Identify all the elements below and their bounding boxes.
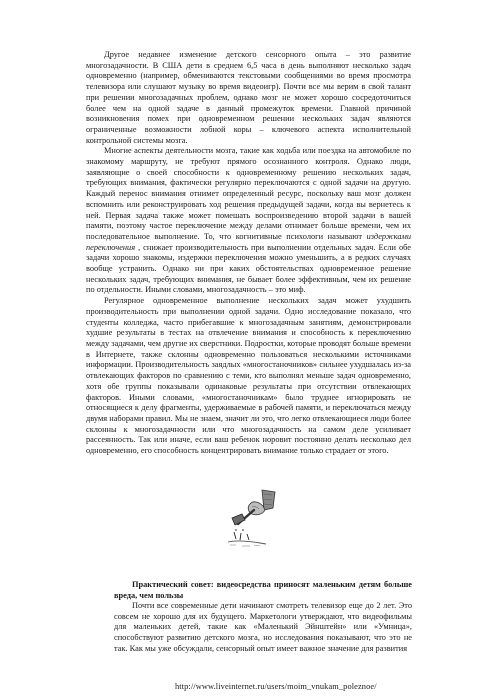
practical-tip (114, 580, 412, 654)
body-text (86, 50, 411, 457)
emphasis-switch-costs: издержками переключения (86, 231, 411, 252)
tip-title: Практический совет: видеосредства приносят маленьким детям больше вреда, чем пользы (114, 580, 412, 600)
hand-hammer-illustration (226, 488, 276, 548)
source-url-link[interactable]: http://www.liveinternet.ru/users/moim_vnukam_poleznoe/ (175, 682, 377, 691)
tip-text: Почти все современные дети начинают смотреть телевизор еще до 2 лет. Это совсем не хорошо для их будущего. Маркетологи утверждают, что видеофильмы для маленьких детей, такие как «Маленький Эйнштейн» или «Умница», способствуют развитию детского мозга, но исследования показывают, что это не так. Как мы уже обсуждали, сенсорный опыт имеет важное значение для развития (114, 601, 412, 653)
paragraph-performance (86, 296, 411, 457)
paragraph-switch-costs (86, 146, 411, 296)
paragraph-text: Многие аспекты деятельности мозга, такие как ходьба или поездка на автомобиле по знакомому маршруту, не требуют прямого осознанного контроля. Однако люди, заявляющие о своей способности к одновременному решению нескольких задач, требующих внимания, фактически регулярно переключаются с одной задачи на другую. Каждый перенос внимания отнимет определенный ресурс, поскольку ваш мозг должен вспомнить или реконструировать ход решения предыдущей задачи, когда вы вернетесь к ней. Первая задача также может помешать воспроизведению второй задачи в вашей памяти, поэтому частое переключение между делами отнимает больше времени, чем их последовательное выполнение. То, что когнитивные психологи называют (86, 146, 411, 241)
paragraph-multitasking-intro (86, 50, 411, 146)
paragraph-text: , снижает производительность при выполнении отдельных задач. Если обе задачи хорошо знакомы, издержки переключения можно уменьшить, а в редких случаях вообще устранить. Однако ни при каких обстоятельствах одновременное решение нескольких задач, требующих внимания, не бывает более эффективным, чем их решение по отдельности. Иными словами, многозадачность – это миф. (86, 242, 411, 295)
paragraph-text: Другое недавнее изменение детского сенсорного опыта – это развитие многозадачности. В США дети в среднем 6,5 часа в день выполняют несколько задач одновременно (например, обмениваются текстовыми сообщениями во время просмотра телевизора или слушают музыку во время видеоигр). Почти все мы верим в свой талант при решении многозадачных проблем, однако мозг не может хорошо сосредоточиться более чем на одной задаче в данный промежуток времени. Главной причиной возникновения помех при одновременном решении нескольких задач являются ограниченные возможности лобной коры – ключевого аспекта исполнительной контрольной системы мозга. (86, 50, 411, 145)
paragraph-text: Регулярное одновременное выполнение нескольких задач может ухудшить производительность при выполнении одной задачи. Одно исследование показало, что студенты колледжа, часто прибегавшие к многозадачным занятиям, демонстрировали худшие результаты в тестах на отвлечение внимания и способность к переключению между задачами, чем другие их сверстники. Подростки, которые проводят больше времени в Интернете, также склонны одновременно пользоваться несколькими источниками информации. Производительность заядлых «многостаночников» сильнее ухудшалась из-за отвлекающих факторов по сравнению с теми, кто выполнял меньше задач одновременно, хотя обе группы показывали одинаковые результаты при отсутствии отвлекающих факторов. Иными словами, «многостаночникам» было труднее игнорировать не относящиеся к делу фрагменты, удерживаемые в рабочей памяти, и переключаться между двумя наборами правил. Мы не знаем, значит ли это, что легко отвлекающиеся люди более склонны к многозадачности или что многозадачность на самом деле усиливает рассеянность. Так или иначе, если ваш ребенок норовит постоянно делать несколько дел одновременно, его способность концентрировать внимание только страдает от этого. (86, 296, 411, 456)
